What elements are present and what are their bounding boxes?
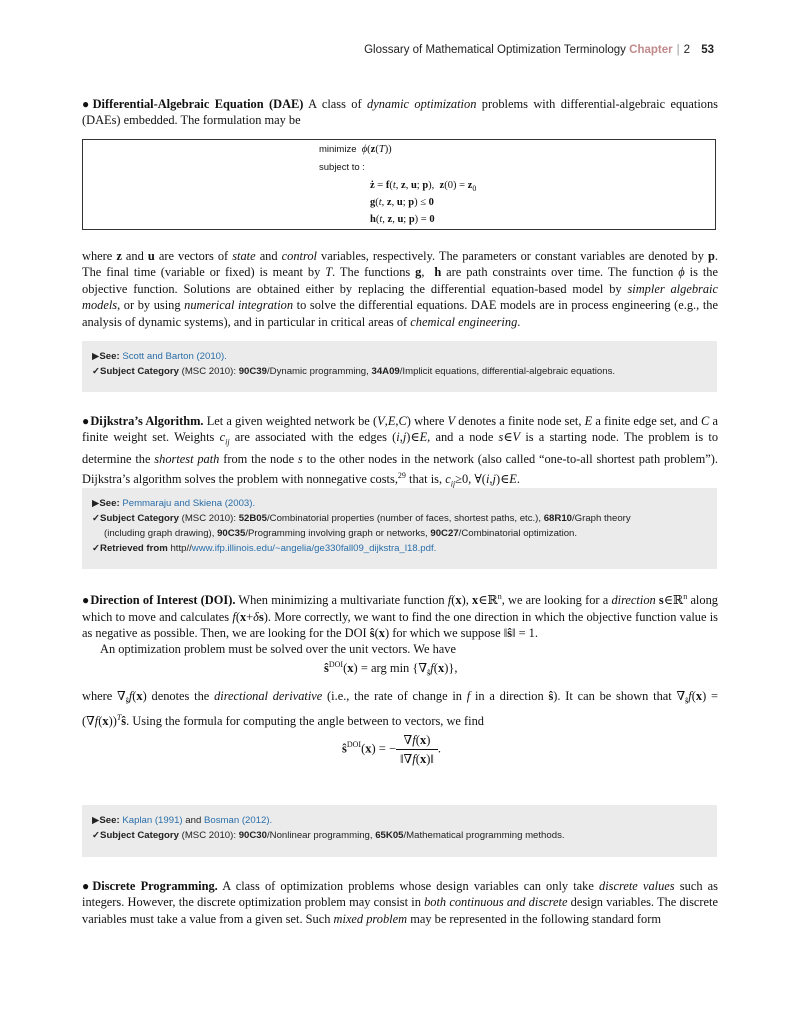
triangle-icon: ▶ [92,351,100,362]
running-header: Glossary of Mathematical Optimization Terminology Chapter | 2 53 [364,44,714,56]
triangle-icon: ▶ [92,815,100,826]
dijkstra-entry: ●Dijkstra’s Algorithm. Let a given weighted network be (V,E,C) where V denotes a finite node set, E a finite edge set, and C a finite weight set. Weights $c_{ij}$ are associated with the edges (i,j)∈E, and a node s∈V is a starting node. The problem is to determine the shortest path from the node s to the other nodes in the network (also called “one-to-all shortest path problem”). Dijkstra’s algorithm solves the problem with nonnegative costs,$^{29}$ that is, $c_{ij}\ge 0$, ∀(i,j)∈E. [82,414,719,489]
bullet-icon: ● [82,593,90,608]
doi-entry: ●Direction of Interest (DOI). When minimizing a multivariate function f(x), x∈ℝ$^n$, we are looking for a direction s∈ℝ$^n$ along which to move and calculates f(x+δs). More correctly, we want to find the one direction in which the objective function value is as negative as possible. Then, we are looking for the DOI ŝ(x) for which we suppose ‖ŝ‖ = 1. An optimization problem must be solved over the unit vectors. We have [82,592,718,657]
doi-description: where $\nabla_ŝf(x)$ denotes the directional derivative (i.e., the rate of change in f in a direction ŝ). It can be shown that $\nabla_ŝf(x)$ = $(\nabla f(x))^Tŝ$. Using the formula for computing the angle between to vectors, we find [82,689,718,728]
check-icon: ✓ [92,830,101,841]
doi-see-link-2[interactable]: Bosman (2012). [203,815,273,826]
check-icon: ✓ [92,543,101,554]
doi-equation-2: $ŝ^{DOI}(x)$ = − $\frac{\nabla f(x)}{‖\nabla f(x)‖}$ . [342,733,441,766]
header-chapter: Chapter [629,44,673,56]
doi-see-box: ▶See: Kaplan (1991) and Bosman (2012). ✓Subject Category (MSC 2010): 90C30/Nonlinear programming, 65K05/Mathematical programming methods. [82,805,717,857]
bullet-icon: ● [82,97,92,111]
doi-equation-1: $ŝ^{DOI}(x)$ = arg $\min \{\nabla_ŝf(x)\}$, [324,660,458,678]
discrete-entry: ●Discrete Programming. A class of optimization problems whose design variables can only take discrete values such as integers. However, the discrete optimization problem may consist in both continuous and discrete design variables. The discrete variables must take a value from a given set. Such mixed problem may be represented in the following standard form [82,879,718,926]
triangle-icon: ▶ [92,498,100,509]
header-title: Glossary of Mathematical Optimization Terminology [364,44,626,56]
bullet-icon: ● [82,879,92,893]
check-icon: ✓ [92,513,101,524]
dijkstra-retrieved-link[interactable]: www.ifp.illinois.edu/~angelia/ge330fall09_dijkstra_l18.pdf. [191,543,437,554]
bullet-icon: ● [82,414,90,428]
dijkstra-see-box: ▶See: Pemmaraju and Skiena (2003). ✓Subject Category (MSC 2010): 52B05/Combinatorial properties (number of faces, shortest paths, etc.), 68R10/Graph theory (including graph drawing), 90C35/Programming involving graph or networks, 90C27/Combinatorial optimization. ✓Retrieved from http//www.ifp.illinois.edu/~angelia/ge330fall09_dijkstra_l18.pdf. [82,488,717,569]
dae-description: where z and u are vectors of state and control variables, respectively. The parameters or constant variables are denoted by p. The final time (variable or fixed) is meant by T. The functions g, h are path constraints over time. The function ϕ is the objective function. Solutions are obtained either by replacing the differential equation-based model by simpler algebraic models, or by using numerical integration to solve the differential equations. DAE models are in process engineering (e.g., the analysis of dynamic systems), and in particular in critical areas of chemical engineering. [82,249,718,329]
dae-title: Differential-Algebraic Equation (DAE) [92,97,304,111]
dae-formula-box: minimize ϕ(z(T)) subject to : ż = f(t, z, u; p), $z(0) = z_0$ g(t, z, u; p) ≤ 0 h(t, z, u; p) = 0 [82,139,716,230]
dae-see-link[interactable]: Scott and Barton (2010). [122,351,227,362]
doi-see-link-1[interactable]: Kaplan (1991) [122,815,183,826]
dae-see-box: ▶See: Scott and Barton (2010). ✓Subject Category (MSC 2010): 90C39/Dynamic programming, 34A09/Implicit equations, differential-algebraic equations. [82,341,717,392]
check-icon: ✓ [92,366,101,377]
dae-entry: ●Differential-Algebraic Equation (DAE) A class of dynamic optimization problems with differential-algebraic equations (DAEs) embedded. The formulation may be [82,97,718,128]
header-chapter-num: 2 [683,44,690,56]
dijkstra-see-link[interactable]: Pemmaraju and Skiena (2003). [122,498,256,509]
page-number: 53 [701,44,714,56]
